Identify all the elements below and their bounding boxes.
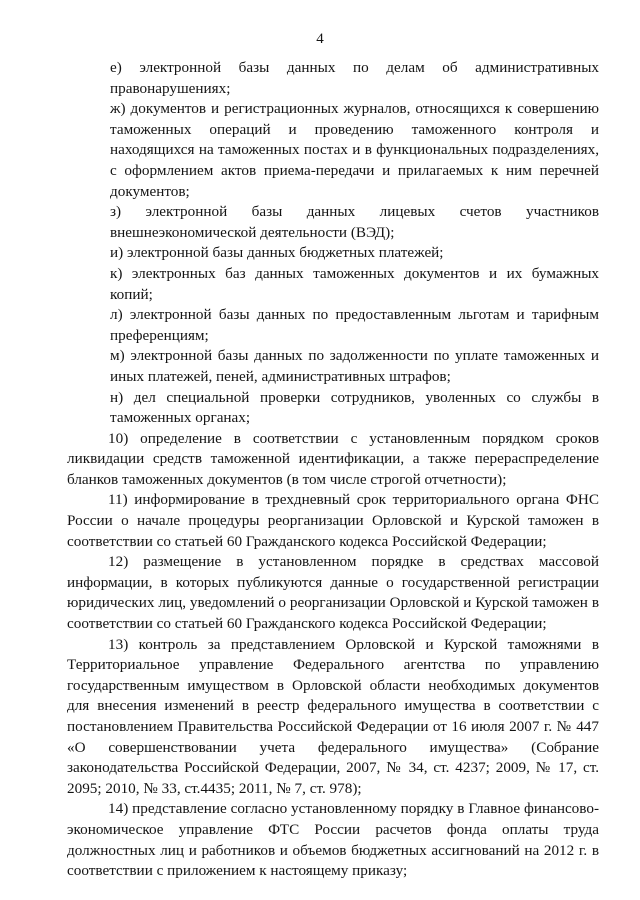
paragraph-item-n: н) дел специальной проверки сотрудников, уволенных со службы в таможенных органах; xyxy=(110,388,599,427)
paragraph-item-e: е) электронной базы данных по делам об административных правонарушениях; xyxy=(110,59,599,97)
paragraph-item-11: 11) информирование в трехдневный срок территориального органа ФНС России о начале процедуры реорганизации Орловской и Курской таможен в соответствии со статьей 60 Гражданского кодекса Российской Федерации; xyxy=(67,491,599,550)
page-number: 4 xyxy=(316,31,324,47)
paragraph-item-13: 13) контроль за представлением Орловской и Курской таможнями в Территориальное управление Федерального агентства по управлению государственным имуществом в Орловской области необходимых документов для внесения изменений в реестр федерального имущества в соответствии с постановлением Правительства Российской Федерации от 16 июля 2007 г. № 447 «О совершенствовании учета федерального имущества» (Собрание законодательства Российской Федерации, 2007, № 34, ст. 4237; 2009, № 17, ст. 2095; 2010, № 33, ст.4435; 2011, № 7, ст. 978); xyxy=(67,635,599,797)
paragraph-item-z: з) электронной базы данных лицевых счетов участников внешнеэкономической деятельности (ВЭД); xyxy=(110,203,599,241)
paragraph-item-m: м) электронной базы данных по задолженности по уплате таможенных и иных платежей, пеней, административных штрафов; xyxy=(110,347,599,385)
document-body xyxy=(67,58,599,882)
paragraph-item-14: 14) представление согласно установленному порядку в Главное финансово-экономическое управление ФТС России расчетов фонда оплаты труда должностных лиц и работников и объемов бюджетных ассигнований на 2012 г. в соответствии с приложением к настоящему приказу; xyxy=(67,800,599,880)
paragraph-item-12: 12) размещение в установленном порядке в средствах массовой информации, в которых публикуются данные о государственной регистрации юридических лиц, уведомлений о реорганизации Орловской и Курской таможен в соответствии со статьей 60 Гражданского кодекса Российской Федерации; xyxy=(67,553,599,633)
paragraph-item-i: и) электронной базы данных бюджетных платежей; xyxy=(110,244,444,262)
paragraph-item-k: к) электронных баз данных таможенных документов и их бумажных копий; xyxy=(110,264,599,303)
paragraph-item-zh: ж) документов и регистрационных журналов, относящихся к совершению таможенных операций и проведению таможенного контроля и находящихся на таможенных постах и в функциональных подразделениях, с оформлением актов приема-передачи и прилагаемых к ним перечней документов; xyxy=(110,100,599,200)
paragraph-item-l: л) электронной базы данных по предоставленным льготам и тарифным преференциям; xyxy=(110,306,599,344)
paragraph-item-10: 10) определение в соответствии с установленным порядком сроков ликвидации средств таможенной идентификации, а также перераспределение бланков таможенных документов (в том числе строгой отчетности); xyxy=(67,429,599,488)
